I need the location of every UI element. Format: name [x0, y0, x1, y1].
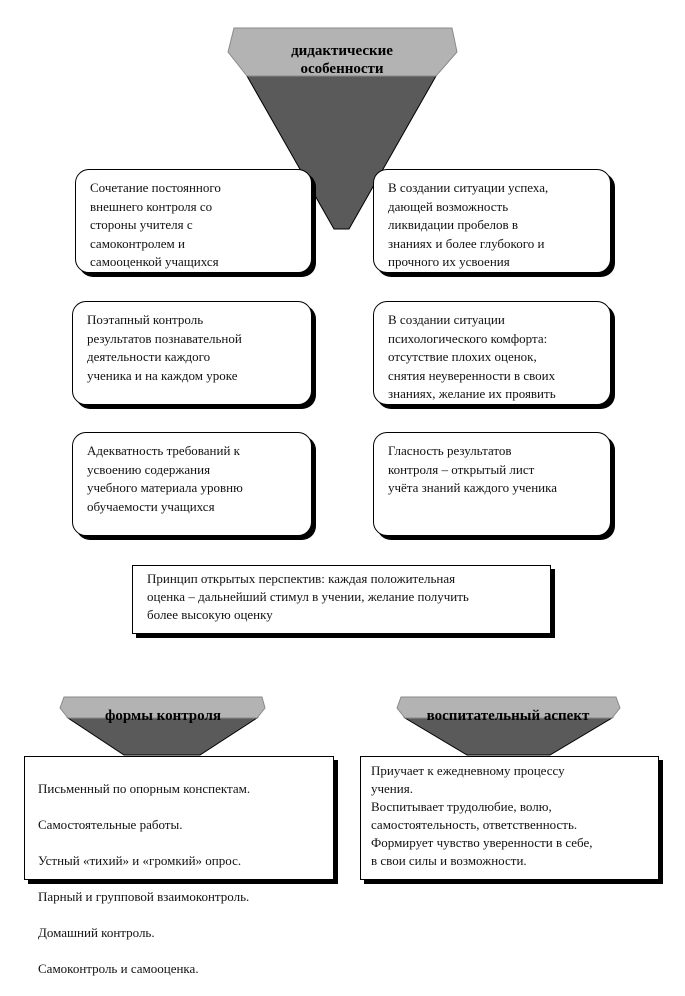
funnel-educational-label: воспитательный аспект	[426, 708, 590, 724]
didactic-box-left-2: Поэтапный контроль результатов познавательной деятельности каждого ученика и на каждом уроке	[72, 301, 312, 405]
open-perspectives-box: Принцип открытых перспектив: каждая положительная оценка – дальнейший стимул в учении, желание получить более высокую оценку	[132, 565, 551, 634]
didactic-box-right-3: Гласность результатов контроля – открытый лист учёта знаний каждого ученика	[373, 432, 611, 536]
funnel-didactic-title	[252, 42, 432, 78]
funnel-educational	[397, 697, 620, 755]
didactic-box-right-2: В создании ситуации психологического комфорта: отсутствие плохих оценок, снятия неуверенности в своих знаниях, желание их проявить	[373, 301, 611, 405]
forms-list-item: Письменный по опорным конспектам.	[38, 781, 251, 796]
funnel-forms	[60, 697, 265, 755]
educational-aspect-box: Приучает к ежедневному процессу учения. Воспитывает трудолюбие, волю, самостоятельность, ответственность. Формирует чувство уверенности в себе, в свои силы и возможности.	[360, 756, 659, 880]
didactic-box-left-1: Сочетание постоянного внешнего контроля со стороны учителя с самоконтролем и самооценкой учащихся	[75, 169, 312, 273]
forms-list-box	[24, 756, 334, 976]
funnel-didactic-label: дидактические особенности	[291, 43, 393, 77]
didactic-box-right-1: В создании ситуации успеха, дающей возможность ликвидации пробелов в знаниях и более глубокого и прочного их усвоения	[373, 169, 611, 273]
didactic-box-left-3: Адекватность требований к усвоению содержания учебного материала уровню обучаемости учащихся	[72, 432, 312, 536]
funnel-educational-title	[403, 707, 613, 725]
forms-list-item: Домашний контроль.	[38, 925, 155, 940]
forms-list-item: Самостоятельные работы.	[38, 817, 183, 832]
funnel-forms-title	[68, 707, 258, 725]
funnel-forms-label: формы контроля	[105, 708, 221, 724]
forms-list-item: Парный и групповой взаимоконтроль.	[38, 889, 250, 904]
forms-list-item: Устный «тихий» и «громкий» опрос.	[38, 853, 242, 868]
forms-list-item: Самоконтроль и самооценка.	[38, 961, 199, 976]
